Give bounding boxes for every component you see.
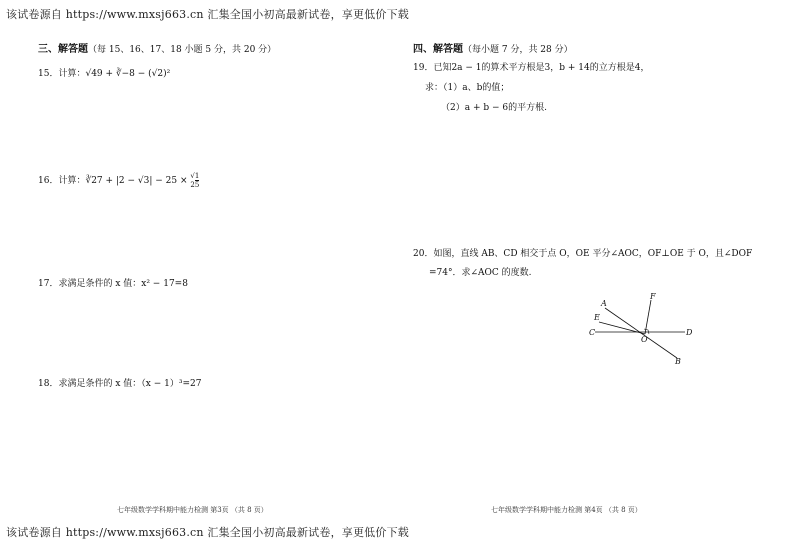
source-banner-bottom: 该试卷源自 https://www.mxsj663.cn 汇集全国小初高最新试卷，享更低价下载 <box>6 526 409 539</box>
right-page-footer: 七年级数学学科期中能力检测 第4页 （共 8 页） <box>491 506 642 514</box>
section-four-note: （每小题 7 分，共 28 分） <box>463 45 573 55</box>
label-d: D <box>686 328 693 337</box>
label-b: B <box>675 357 681 366</box>
question-16 <box>38 172 199 189</box>
question-17-label: 17．求满足条件的 x 值： <box>38 279 142 289</box>
geometry-diagram <box>585 292 695 367</box>
question-17-expression: x² − 17=8 <box>141 279 188 289</box>
question-16-label: 16．计算： <box>38 176 86 186</box>
source-banner-top: 该试卷源自 https://www.mxsj663.cn 汇集全国小初高最新试卷，享更低价下载 <box>6 8 409 21</box>
question-19-line-1: 19．已知2a − 1的算术平方根是3，b + 14的立方根是4， <box>413 63 650 73</box>
question-18-label: 18．求满足条件的 x 值： <box>38 379 142 389</box>
section-four-heading <box>413 40 573 55</box>
section-three-title: 三、解答题 <box>38 44 88 55</box>
label-e: E <box>594 313 600 322</box>
question-19-line-2: 求：（1）a、b的值； <box>425 83 510 93</box>
section-three-heading <box>38 40 276 55</box>
question-15-expression: √49 + ∛−8 − (√2)² <box>85 69 171 79</box>
label-a: A <box>601 299 607 308</box>
left-page-footer: 七年级数学学科期中能力检测 第3页 （共 8 页） <box>117 506 268 514</box>
question-18-expression: （x − 1）³=27 <box>141 379 202 389</box>
question-20-line-2: =74°．求∠AOC 的度数. <box>429 268 532 278</box>
question-16-fraction: √1 25 <box>190 172 200 189</box>
question-15-label: 15．计算： <box>38 69 86 79</box>
section-four-title: 四、解答题 <box>413 44 463 55</box>
label-o: O <box>641 335 648 344</box>
question-16-expression: ∛27 + |2 − √3| − 25 × <box>85 176 188 186</box>
question-19-line-3: （2）a + b − 6的平方根. <box>441 103 547 113</box>
fraction-numerator: 1 <box>194 172 200 180</box>
question-17 <box>38 276 188 289</box>
fraction-denominator: 25 <box>190 181 200 189</box>
section-three-note: （每 15、16、17、18 小题 5 分，共 20 分） <box>88 45 277 55</box>
question-15 <box>38 66 170 79</box>
question-20-line-1: 20．如图，直线 AB、CD 相交于点 O，OE 平分∠AOC，OF⊥OE 于 O，且∠DOF <box>413 249 753 259</box>
label-f: F <box>650 292 656 301</box>
ray-of <box>645 300 651 334</box>
question-18 <box>38 376 201 389</box>
label-c: C <box>589 328 596 337</box>
